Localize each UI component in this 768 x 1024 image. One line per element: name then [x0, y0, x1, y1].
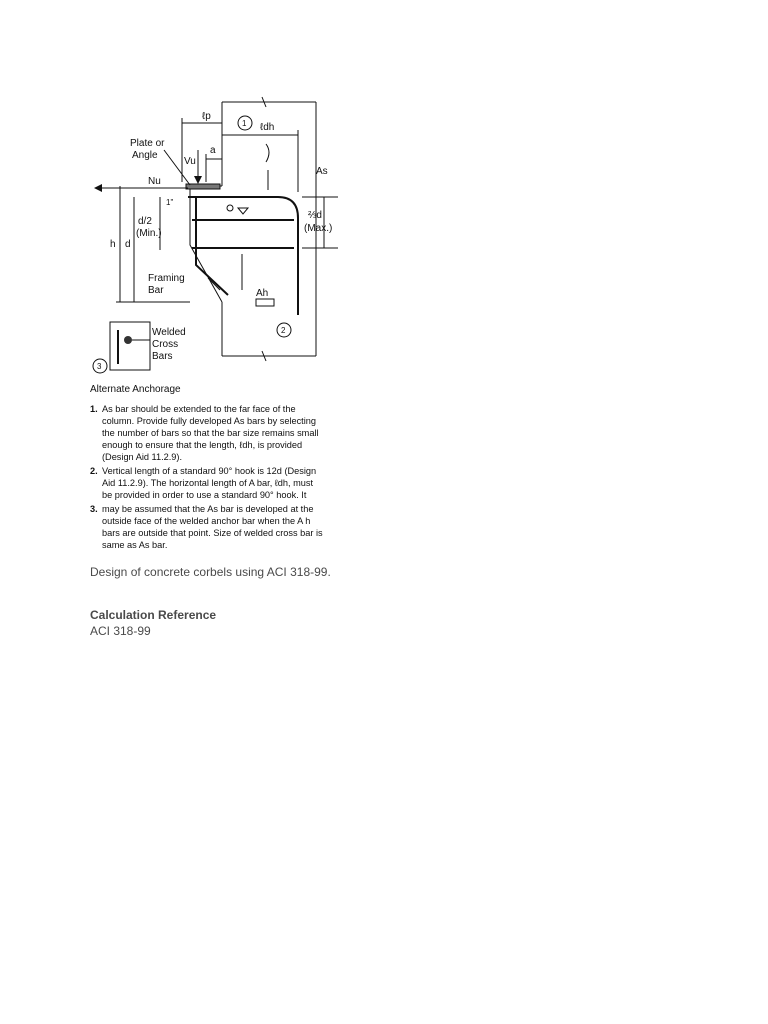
callout-3-label: 3 [97, 362, 102, 371]
a-label: a [210, 145, 216, 156]
note-1-number: 1. [90, 404, 98, 414]
vu-arrow-head [194, 176, 202, 184]
max-label: (Max.) [304, 223, 333, 234]
plate-label-2: Angle [132, 150, 158, 161]
note-1-line-2: column. Provide fully developed As bars by selecting [102, 416, 316, 426]
note-1-line-1: As bar should be extended to the far face of the [102, 404, 296, 414]
as-label: As [316, 166, 328, 177]
d2-label-2: (Min.) [136, 228, 162, 239]
h-label: h [110, 239, 116, 250]
alternate-anchorage-title: Alternate Anchorage [90, 384, 181, 395]
two-thirds-d-label: ⅔d [308, 210, 322, 221]
welded-label-1: Welded [152, 327, 186, 338]
anchorage-detail-box [110, 322, 150, 370]
callout-2-label: 2 [281, 326, 286, 335]
note-3-line-1: may be assumed that the As bar is developed at the [102, 504, 314, 514]
welded-label-3: Bars [152, 351, 173, 362]
note-2-line-2: Aid 11.2.9). The horizontal length of A bar, ℓdh, must [102, 478, 314, 488]
note-3-number: 3. [90, 504, 98, 514]
nu-arrow-head [94, 184, 102, 192]
note-3-line-4: same as As bar. [102, 540, 168, 550]
welded-cross-bar-symbol [124, 336, 132, 344]
one-inch-label: 1" [166, 198, 174, 207]
corbel-diagram [88, 90, 346, 556]
nu-label: Nu [148, 176, 161, 187]
note-1-line-3: the number of bars so that the bar size remains small [102, 428, 319, 438]
corbel-design-figure [88, 90, 346, 556]
ldh-label: ℓdh [260, 122, 275, 133]
ah-label: Ah [256, 288, 269, 299]
figure-caption: Design of concrete corbels using ACI 318-99. [90, 565, 331, 579]
note-2-line-3: be provided in order to use a standard 90° hook. It [102, 490, 307, 500]
note-1-line-5: (Design Aid 11.2.9). [102, 452, 183, 462]
bearing-plate [186, 184, 220, 189]
callout-1-label: 1 [242, 119, 247, 128]
note-2-line-1: Vertical length of a standard 90° hook is 12d (Design [102, 466, 317, 476]
lp-label: ℓp [202, 111, 211, 122]
vu-label: Vu [184, 156, 196, 167]
anchor-bar-symbol [227, 205, 233, 211]
note-2-number: 2. [90, 466, 98, 476]
d-label: d [125, 239, 131, 250]
ah-bar-symbol [256, 299, 274, 306]
calculation-reference-value: ACI 318-99 [90, 624, 151, 638]
framing-bar [196, 198, 228, 295]
d2-label-1: d/2 [138, 216, 152, 227]
framing-label-2: Bar [148, 285, 164, 296]
note-3-line-2: outside face of the welded anchor bar when the A h [102, 516, 311, 526]
weld-symbol [238, 208, 248, 214]
note-3-line-3: bars are outside that point. Size of welded cross bar is [102, 528, 323, 538]
calculation-reference-heading: Calculation Reference [90, 608, 217, 622]
note-1-line-4: enough to ensure that the length, ℓdh, is provided [102, 440, 303, 450]
hook-bend-symbol [266, 144, 269, 162]
framing-label-1: Framing [148, 273, 185, 284]
plate-label-1: Plate or [130, 138, 165, 149]
welded-label-2: Cross [152, 339, 179, 350]
